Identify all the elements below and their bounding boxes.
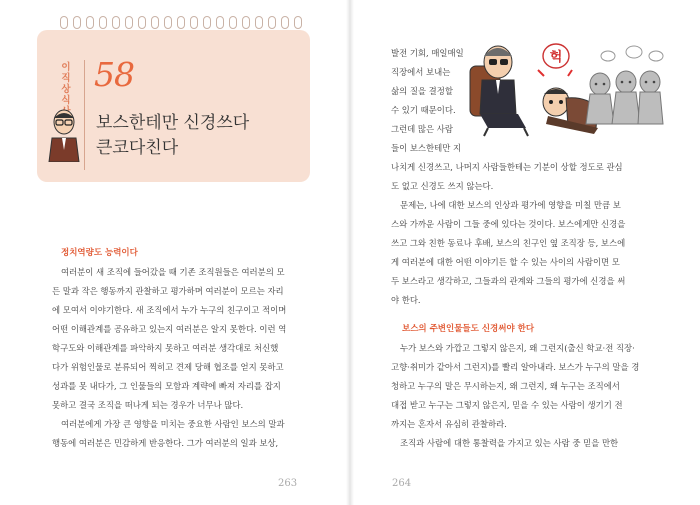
section-subheading: 보스의 주변인물들도 신경써야 한다	[402, 324, 535, 334]
body-line: 발전 기회, 매일매일	[391, 48, 464, 58]
body-line: 에 모여서 이야기한다. 새 조직에서 누가 누구의 친구이고 적이며	[52, 305, 287, 315]
body-line: 들이 보스한테만 지	[391, 143, 462, 153]
series-vertical-label: 이 직 상 식	[61, 62, 71, 106]
body-line: 도 없고 신경도 쓰지 않는다.	[391, 181, 494, 191]
body-line: 청하고 누구의 말은 무시하는지, 왜 그런지, 왜 누구는 조직에서	[391, 381, 620, 391]
body-line: 못하고 결국 조직을 떠나게 되는 경우가 너무나 많다.	[52, 400, 244, 410]
body-line: 든 말과 작은 행동까지 관찰하고 평가하며 여러분이 모르는 자리	[52, 286, 284, 296]
body-line: 행동에 여러분은 민감하게 반응한다. 그가 여러분의 일과 보상,	[52, 438, 279, 448]
body-line: 직장에서 보내는	[391, 67, 451, 77]
page-number-left: 263	[278, 478, 298, 489]
body-line: 어떤 이해관계를 공유하고 있는지 여러분은 알지 못한다. 이런 역	[52, 324, 287, 334]
body-line: 스와 가까운 사람이 그들 중에 있다는 것이다. 보스에게만 신경을	[391, 219, 626, 229]
body-line: 다가 위험인물로 분류되어 찍히고 견제 당해 협조를 얻지 못하고	[52, 362, 284, 372]
body-line: 게 여러분에 대한 어떤 이야기든 할 수 있는 사이의 사람이면 모	[391, 257, 620, 267]
body-line: 그런데 많은 사람	[391, 124, 453, 134]
body-line: 두 보스라고 생각하고, 그들과의 관계와 그들의 평가에 신경을 써	[391, 276, 626, 286]
body-line: 고향·취미가 같아서 그런지)를 빨리 알아내라. 보스가 누구의 말을 경	[391, 362, 640, 372]
body-line: 삶의 질을 결정할	[391, 86, 453, 96]
body-line: 여러분에게 가장 큰 영향을 미치는 중요한 사람인 보스의 말과	[61, 419, 285, 429]
body-line: 쓰고 그와 친한 동료나 후배, 보스의 친구인 옆 조직장 등, 보스에	[391, 238, 626, 248]
bubble-exclamation: 헉	[549, 50, 563, 65]
body-line: 수 있기 때문이다.	[391, 105, 456, 115]
chapter-number: 58	[94, 55, 134, 94]
body-line: 대접 받고 누구는 그렇지 않은지, 믿을 수 있는 사람이 생기기 전	[391, 400, 623, 410]
chapter-divider-line	[84, 60, 85, 170]
body-line: 나치게 신경쓰고, 나머지 사람들한테는 기분이 상할 정도로 관심	[391, 162, 623, 172]
chapter-title: 보스한테만 신경쓰다 큰코다친다	[96, 113, 250, 158]
body-line: 학구도와 이해관계를 파악하지 못하고 여러분 생각대로 처신했	[52, 343, 279, 353]
body-line: 조직과 사람에 대한 통찰력을 가지고 있는 사람 중 믿을 만한	[400, 438, 619, 448]
binder-rings	[60, 16, 310, 32]
body-line: 성과를 못 내다가, 그 인물들의 모함과 계략에 빠져 자리를 잡지	[52, 381, 281, 391]
businessman-avatar-icon	[47, 108, 81, 162]
body-line: 문제는, 나에 대한 보스의 인상과 평가에 영향을 미칠 만큼 보	[400, 200, 621, 210]
body-line: 까지는 혼자서 유심히 관찰하라.	[391, 419, 507, 429]
body-line: 여러분이 새 조직에 들어갔을 때 기존 조직원들은 여러분의 모	[61, 267, 285, 277]
body-line: 누가 보스와 가깝고 그렇지 않은지, 왜 그런지(출신 학교·전 직장·	[400, 343, 635, 353]
office-cartoon-illustration	[468, 36, 664, 138]
section-subheading: 정치역량도 능력이다	[61, 248, 138, 258]
page-number-right: 264	[392, 478, 412, 489]
body-line: 야 한다.	[391, 295, 421, 305]
